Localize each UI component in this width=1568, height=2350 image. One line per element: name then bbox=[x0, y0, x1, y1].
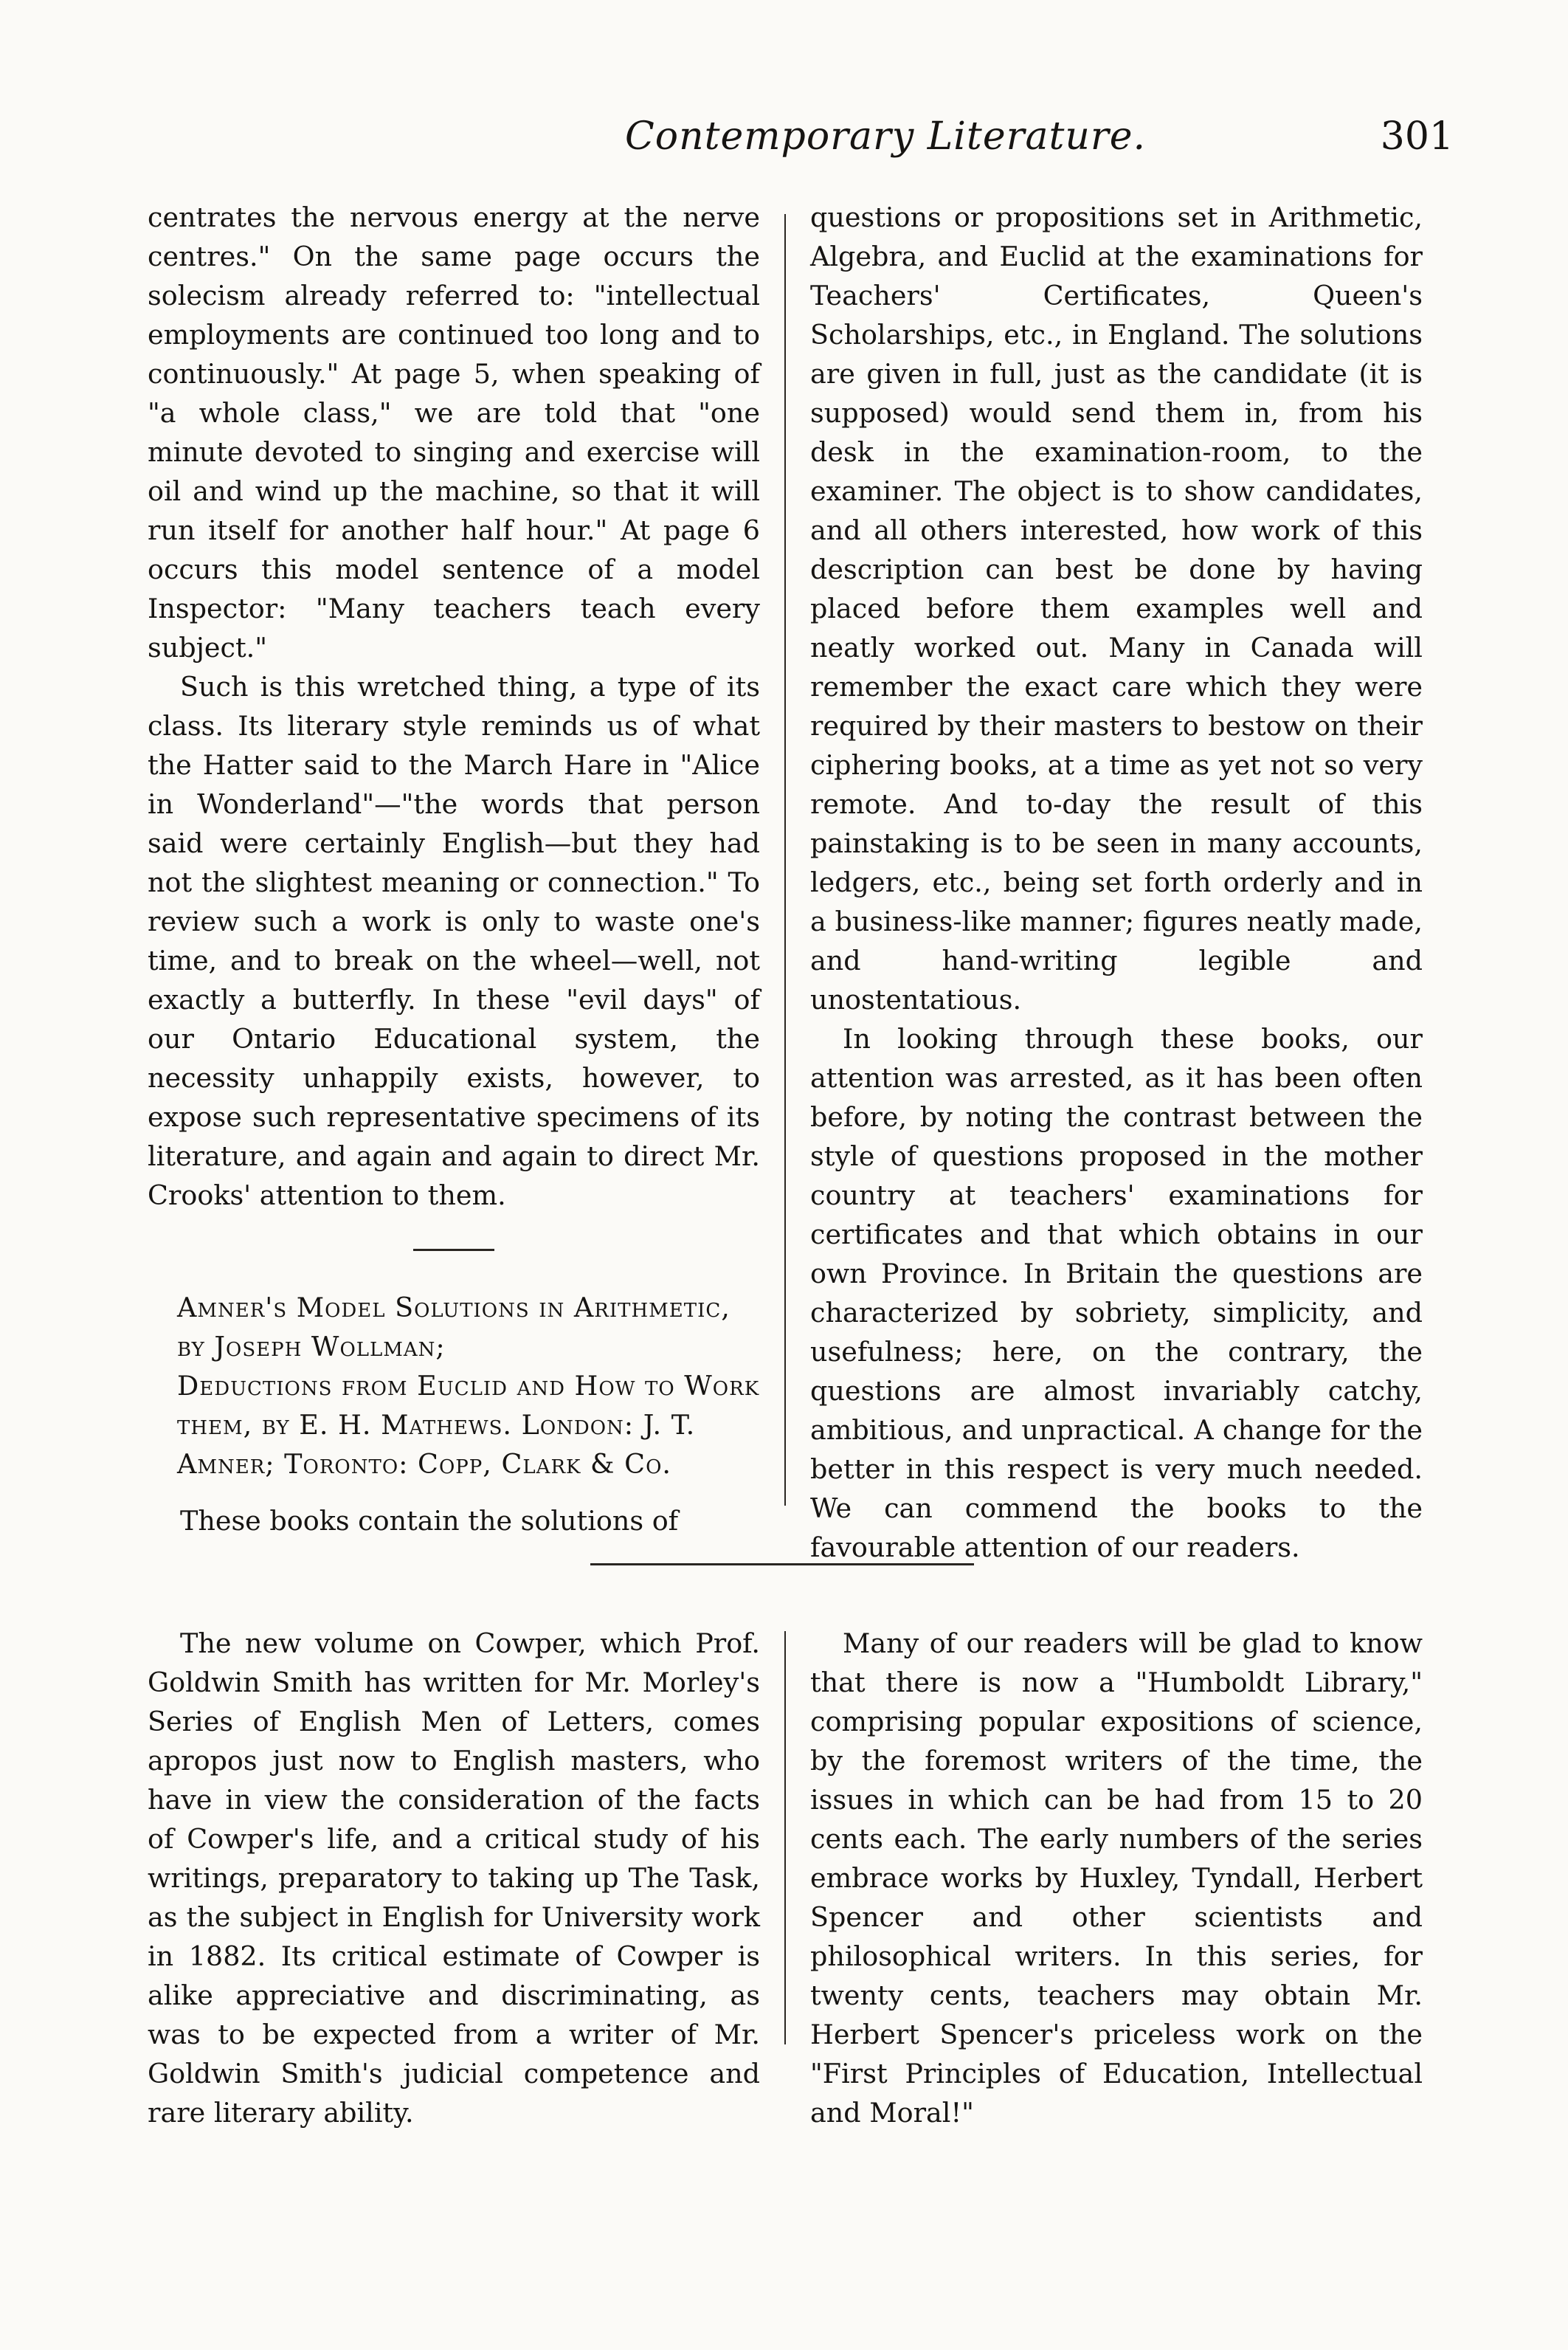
column-divider-bottom bbox=[784, 1631, 786, 2044]
paragraph: centrates the nervous energy at the nerve centres." On the same page occurs the solecism already referred to: "intellectual employments are continued too long and to continuously." At page 5, when speaking of "a whole class," we are told that "one minute devoted to singing and exercise will oil and wind up the machine, so that it will run itself for another half hour." At page 6 occurs this model sentence of a model Inspector: "Many teachers teach every subject." bbox=[148, 201, 760, 664]
right-column-top bbox=[810, 198, 1423, 1567]
right-column-bottom bbox=[810, 1624, 1423, 2132]
left-column-bottom bbox=[148, 1624, 760, 2132]
paragraph: questions or propositions set in Arithmetic, Algebra, and Euclid at the examinations for Teachers' Certificates, Queen's Scholarships, etc., in England. The solutions are given in full, just as the candidate (it is supposed) would send them in, from his desk in the examination-room, to the examiner. The object is to show candidates, and all others interested, how work of this description can best be done by having placed before them examples well and neatly worked out. Many in Canada will remember the exact care which they were required by their masters to bestow on their ciphering books, at a time as yet not so very remote. And to-day the result of this painstaking is to be seen in many accounts, ledgers, etc., being set forth orderly and in a business-like manner; figures neatly made, and hand-writing legible and unostentatious. bbox=[810, 201, 1423, 1016]
left-column-top bbox=[148, 198, 760, 1540]
review-heading: Deductions from Euclid and How to Work them, by E. H. Mathews. London: J. T. Amner; Toronto: Copp, Clark & Co. bbox=[177, 1370, 760, 1480]
column-divider-top bbox=[784, 214, 786, 1506]
paragraph: These books contain the solutions of bbox=[180, 1505, 679, 1537]
paragraph: Such is this wretched thing, a type of its class. Its literary style reminds us of what the Hatter said to the March Hare in "Alice in Wonderland"—"the words that person said were certainly English—but they had not the slightest meaning or connection." To review such a work is only to waste one's time, and to break on the wheel—well, not exactly a butterfly. In these "evil days" of our Ontario Educational system, the necessity unhappily exists, however, to expose such representative specimens of its literature, and again and again to direct Mr. Crooks' attention to them. bbox=[148, 671, 760, 1211]
paragraph: Many of our readers will be glad to know that there is now a "Humboldt Library," comprising popular expositions of science, by the foremost writers of the time, the issues in which can be had from 15 to 20 cents each. The early numbers of the series embrace works by Huxley, Tyndall, Herbert Spencer and other scientists and philosophical writers. In this series, for twenty cents, teachers may obtain Mr. Herbert Spencer's priceless work on the "First Principles of Education, Intellectual and Moral!" bbox=[810, 1627, 1423, 2129]
review-heading: Amner's Model Solutions in Arithmetic, by Joseph Wollman; bbox=[177, 1292, 731, 1362]
page-number: 301 bbox=[1380, 114, 1454, 159]
paragraph: The new volume on Cowper, which Prof. Goldwin Smith has written for Mr. Morley's Series of English Men of Letters, comes apropos just now to English masters, who have in view the consideration of the facts of Cowper's life, and a critical study of his writings, preparatory to taking up The Task, as the subject in English for University work in 1882. Its critical estimate of Cowper is alike appreciative and discriminating, as was to be expected from a writer of Mr. Goldwin Smith's judicial competence and rare literary ability. bbox=[148, 1627, 760, 2129]
short-rule bbox=[413, 1249, 494, 1251]
paragraph: In looking through these books, our attention was arrested, as it has been often before, by noting the contrast between the style of questions proposed in the mother country at teachers' examinations for certificates and that which obtains in our own Province. In Britain the questions are characterized by sobriety, simplicity, and usefulness; here, on the contrary, the questions are almost invariably catchy, ambitious, and unpractical. A change for the better in this respect is very much needed. We can commend the books to the favourable attention of our readers. bbox=[810, 1023, 1423, 1563]
running-title: Contemporary Literature. bbox=[624, 114, 1147, 159]
